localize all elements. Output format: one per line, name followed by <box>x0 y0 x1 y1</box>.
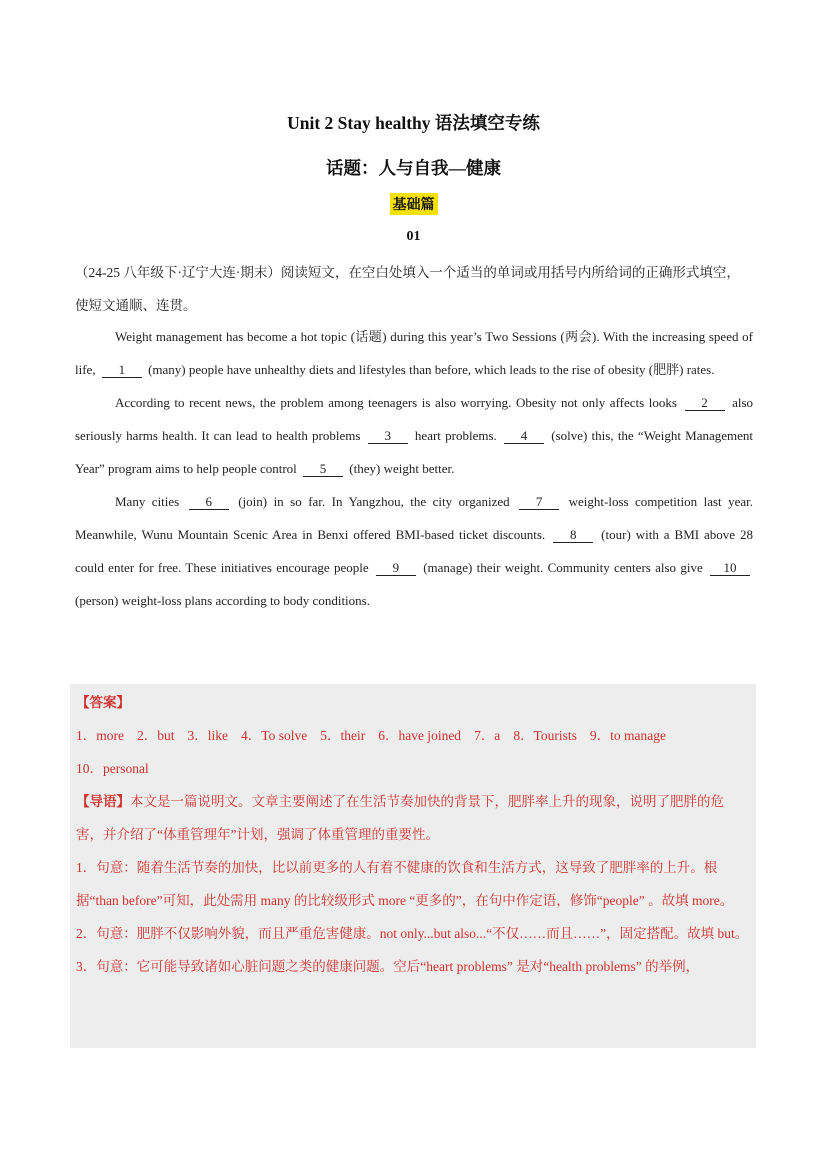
blank-7: 7 <box>519 494 559 510</box>
blank-4: 4 <box>504 428 544 444</box>
passage-text: (they) weight better. <box>349 461 455 476</box>
answer-item: 1．more <box>76 728 124 743</box>
explanation-1: 1．句意：随着生活节奏的加快，比以前更多的人有着不健康的饮食和生活方式，这导致了肥胖率的上升。根据“than before”可知，此处需用 many 的比较级形式 more “更多的”，在句中作定语，修饰“people” 。故填 more。 <box>76 860 734 908</box>
passage-text: According to recent news, the problem among teenagers is also worrying. Obesity not only affects looks <box>115 395 677 410</box>
answer-item: 5．their <box>320 728 366 743</box>
passage-text: Weight management has become a hot topic (话题) during this year’s Two Sessions (两会). With the increasing speed of life, <box>75 329 753 377</box>
passage-text: (join) in so far. In Yangzhou, the city organized <box>238 494 510 509</box>
answer-item: 3．like <box>187 728 229 743</box>
passage <box>75 320 753 617</box>
passage-text: (person) weight-loss plans according to body conditions. <box>75 593 370 608</box>
passage-text: weight-loss competition last year. Meanwhile, Wunu Mountain Scenic Area in Benxi offered BMI-based ticket discounts. <box>75 494 754 542</box>
passage-text: (many) people have unhealthy diets and lifestyles than before, which leads to the rise of obesity (肥胖) rates. <box>148 362 715 377</box>
topic-heading: 话题：人与自我—健康 <box>326 158 501 178</box>
paragraph-3 <box>75 485 753 617</box>
blank-5: 5 <box>303 461 343 477</box>
guide-header: 【导语】 <box>76 794 130 809</box>
blank-1: 1 <box>102 362 142 378</box>
passage-text: (solve) this, the “Weight Management Year” program aims to help people control <box>75 428 754 476</box>
level-label: 基础篇 <box>390 193 438 215</box>
answer-item: 2．but <box>137 728 175 743</box>
blank-2: 2 <box>685 395 725 411</box>
answer-item: 4．To solve <box>241 728 308 743</box>
guide-text: 本文是一篇说明文。文章主要阐述了在生活节奏加快的背景下，肥胖率上升的现象，说明了肥胖的危害，并介绍了“体重管理年”计划，强调了体重管理的重要性。 <box>76 794 724 842</box>
passage-number: 01 <box>406 229 421 244</box>
paragraph-2 <box>75 386 753 485</box>
guide-paragraph <box>76 785 750 851</box>
paragraph-1 <box>75 320 753 386</box>
document-title: Unit 2 Stay healthy 语法填空专练 <box>287 113 540 133</box>
blank-8: 8 <box>553 527 593 543</box>
explanation-2: 2．句意：肥胖不仅影响外貌，而且严重危害健康。not only...but also...“不仅……而且……”，固定搭配。故填 but。 <box>76 926 749 941</box>
answer-item: 6．have joined <box>378 728 462 743</box>
level-label-wrap <box>0 193 827 215</box>
blank-3: 3 <box>368 428 408 444</box>
passage-text: (tour) with a BMI above 28 could enter for free. These initiatives encourage people <box>75 527 754 575</box>
answer-item: 7．a <box>474 728 501 743</box>
blank-6: 6 <box>189 494 229 510</box>
answer-item: 10．personal <box>76 761 149 776</box>
passage-text: heart problems. <box>414 428 497 443</box>
blank-9: 9 <box>376 560 416 576</box>
instructions: （24-25 八年级下·辽宁大连·期末）阅读短文，在空白处填入一个适当的单词或用括号内所给词的正确形式填空，使短文通顺、连贯。 <box>75 265 740 313</box>
passage-text: also seriously harms health. It can lead to health problems <box>75 395 754 443</box>
blank-10: 10 <box>710 560 750 576</box>
answer-item: 8．Tourists <box>513 728 577 743</box>
passage-text: Many cities <box>115 494 180 509</box>
answer-section <box>70 684 756 1048</box>
answer-header: 【答案】 <box>76 695 130 710</box>
passage-text: (manage) their weight. Community centers also give <box>423 560 703 575</box>
explanation-3: 3．句意：它可能导致诸如心脏问题之类的健康问题。空后“heart problems” 是对“health problems” 的举例， <box>76 959 700 974</box>
answer-item: 9．to manage <box>589 728 666 743</box>
answer-list <box>76 719 750 785</box>
